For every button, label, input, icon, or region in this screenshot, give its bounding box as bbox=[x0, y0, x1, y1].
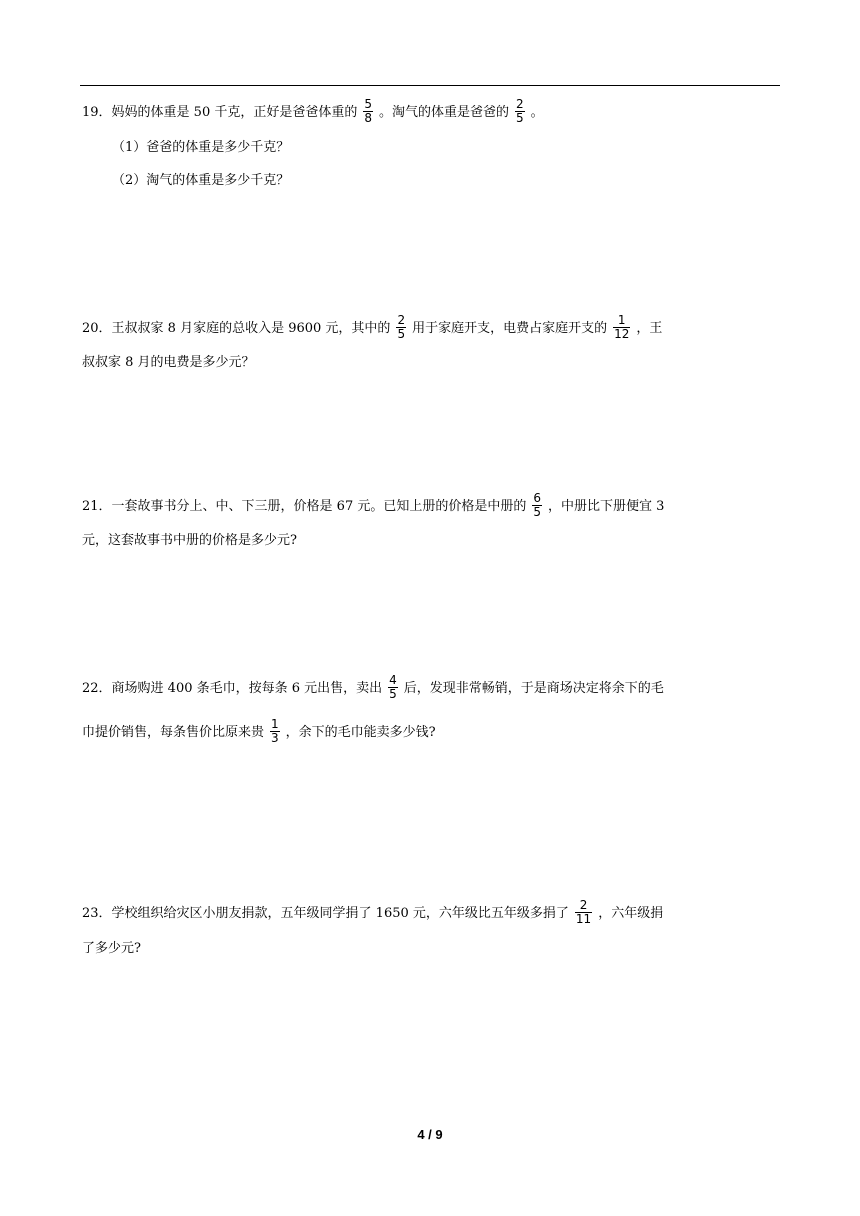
fraction-2-11: $\frac{2}{11}$ bbox=[575, 898, 592, 926]
fraction-6-5: $\frac{6}{5}$ bbox=[533, 491, 541, 519]
question-21-line-1: 21．一套故事书分上、中、下三册，价格是 67 元。已知上册的价格是中册的 $\frac{6}{5}$ ，中册比下册便宜 3 bbox=[82, 491, 665, 519]
fraction-1-12: $\frac{1}{12}$ bbox=[614, 313, 630, 341]
question-19-line-1: 19．妈妈的体重是 50 千克，正好是爸爸体重的 $\frac{5}{8}$ 。淘气的体重是爸爸的 $\frac{2}{5}$ 。 bbox=[82, 97, 544, 125]
question-23-line-1: 23．学校组织给灾区小朋友捐款，五年级同学捐了 1650 元，六年级比五年级多捐了 $\frac{2}{11}$ ，六年级捐 bbox=[82, 898, 664, 926]
question-19-sub-1: （1）爸爸的体重是多少千克？ bbox=[112, 140, 290, 155]
fraction-5-8: $\frac{5}{8}$ bbox=[364, 97, 372, 125]
header-rule bbox=[80, 85, 780, 86]
question-23-line-2: 了多少元? bbox=[82, 941, 141, 956]
fraction-1-3: $\frac{1}{3}$ bbox=[271, 717, 279, 745]
question-20-line-1: 20．王叔叔家 8 月家庭的总收入是 9600 元，其中的 $\frac{2}{5}$ 用于家庭开支，电费占家庭开支的 $\frac{1}{12}$ ，王 bbox=[82, 313, 663, 341]
question-21-line-2: 元，这套故事书中册的价格是多少元? bbox=[82, 533, 297, 548]
question-20-line-2: 叔叔家 8 月的电费是多少元？ bbox=[82, 355, 255, 370]
fraction-2-5: $\frac{2}{5}$ bbox=[516, 97, 524, 125]
page-number: 4 / 9 bbox=[417, 1127, 443, 1142]
question-19-sub-2: （2）淘气的体重是多少千克？ bbox=[112, 173, 290, 188]
fraction-4-5: $\frac{4}{5}$ bbox=[389, 673, 397, 701]
question-22-line-2: 巾提价销售，每条售价比原来贵 $\frac{1}{3}$ ，余下的毛巾能卖多少钱? bbox=[82, 717, 436, 745]
fraction-2-5: $\frac{2}{5}$ bbox=[397, 313, 406, 341]
question-22-line-1: 22．商场购进 400 条毛巾，按每条 6 元出售，卖出 $\frac{4}{5}$ 后，发现非常畅销，于是商场决定将余下的毛 bbox=[82, 673, 664, 701]
